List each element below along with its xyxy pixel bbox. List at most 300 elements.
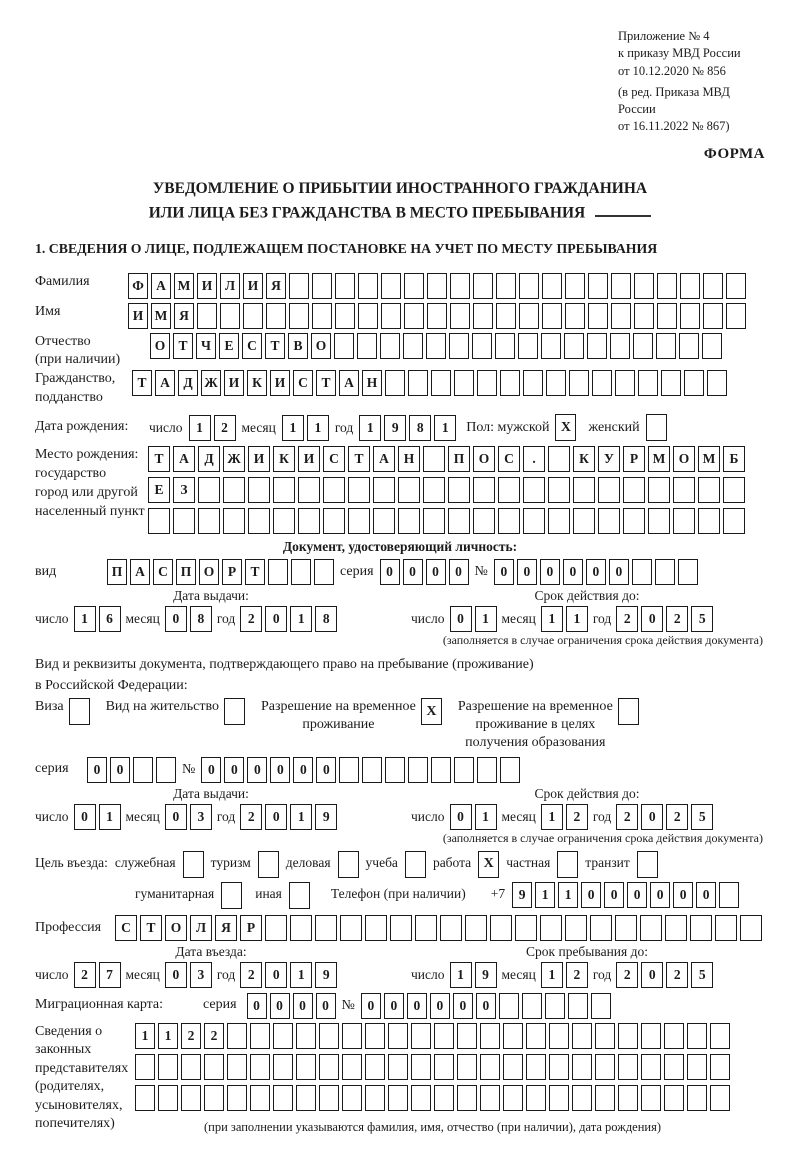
char-cell[interactable]: Ч [196, 333, 216, 359]
char-cell[interactable]: О [150, 333, 170, 359]
char-cell[interactable]: 0 [403, 559, 423, 585]
char-cell[interactable]: 0 [450, 606, 472, 632]
char-cell[interactable] [542, 273, 562, 299]
identity-expiry-day-cells[interactable] [450, 606, 497, 632]
char-cell[interactable]: 2 [240, 804, 262, 830]
char-cell[interactable] [440, 915, 462, 941]
char-cell[interactable] [498, 477, 520, 503]
char-cell[interactable]: 1 [74, 606, 96, 632]
char-cell[interactable]: 1 [290, 804, 312, 830]
char-cell[interactable] [526, 1054, 546, 1080]
char-cell[interactable] [335, 303, 355, 329]
char-cell[interactable]: 1 [282, 415, 304, 441]
birth-year-cells[interactable] [359, 415, 456, 441]
char-cell[interactable]: 0 [270, 993, 290, 1019]
char-cell[interactable]: 0 [380, 559, 400, 585]
residence-expiry-year-cells[interactable] [616, 804, 713, 830]
char-cell[interactable]: 0 [265, 804, 287, 830]
char-cell[interactable]: 1 [541, 804, 563, 830]
char-cell[interactable] [595, 1023, 615, 1049]
char-cell[interactable] [289, 273, 309, 299]
char-cell[interactable]: Ф [128, 273, 148, 299]
char-cell[interactable] [457, 1023, 477, 1049]
char-cell[interactable] [473, 273, 493, 299]
char-cell[interactable]: Т [148, 446, 170, 472]
char-cell[interactable] [273, 477, 295, 503]
char-cell[interactable] [426, 333, 446, 359]
phone-cells[interactable] [512, 882, 739, 908]
char-cell[interactable]: 0 [450, 804, 472, 830]
char-cell[interactable] [319, 1023, 339, 1049]
char-cell[interactable]: 0 [110, 757, 130, 783]
char-cell[interactable] [357, 333, 377, 359]
char-cell[interactable]: И [248, 446, 270, 472]
char-cell[interactable]: 2 [214, 415, 236, 441]
char-cell[interactable] [148, 508, 170, 534]
char-cell[interactable] [204, 1085, 224, 1111]
char-cell[interactable] [618, 1054, 638, 1080]
char-cell[interactable]: 0 [673, 882, 693, 908]
char-cell[interactable] [427, 303, 447, 329]
char-cell[interactable] [473, 508, 495, 534]
char-cell[interactable] [549, 1054, 569, 1080]
char-cell[interactable]: 1 [566, 606, 588, 632]
char-cell[interactable] [404, 273, 424, 299]
char-cell[interactable] [312, 303, 332, 329]
char-cell[interactable] [633, 333, 653, 359]
char-cell[interactable] [250, 1023, 270, 1049]
char-cell[interactable] [473, 477, 495, 503]
char-cell[interactable] [588, 303, 608, 329]
char-cell[interactable] [223, 477, 245, 503]
rvp-checkbox[interactable]: X [421, 698, 442, 725]
char-cell[interactable] [388, 1054, 408, 1080]
char-cell[interactable] [588, 273, 608, 299]
char-cell[interactable]: 0 [316, 993, 336, 1019]
char-cell[interactable] [710, 1054, 730, 1080]
char-cell[interactable]: А [373, 446, 395, 472]
char-cell[interactable] [385, 370, 405, 396]
char-cell[interactable]: 0 [293, 757, 313, 783]
char-cell[interactable] [565, 273, 585, 299]
char-cell[interactable] [615, 915, 637, 941]
identity-issue-month-cells[interactable] [165, 606, 212, 632]
char-cell[interactable] [388, 1085, 408, 1111]
char-cell[interactable]: Р [240, 915, 262, 941]
char-cell[interactable]: 0 [293, 993, 313, 1019]
char-cell[interactable]: 0 [430, 993, 450, 1019]
char-cell[interactable] [632, 559, 652, 585]
char-cell[interactable]: 0 [517, 559, 537, 585]
char-cell[interactable]: А [155, 370, 175, 396]
char-cell[interactable] [634, 303, 654, 329]
identity-expiry-month-cells[interactable] [541, 606, 588, 632]
char-cell[interactable]: . [523, 446, 545, 472]
char-cell[interactable]: И [197, 273, 217, 299]
char-cell[interactable]: 1 [475, 606, 497, 632]
purpose-humanitarian-checkbox[interactable] [221, 882, 242, 909]
char-cell[interactable]: Т [173, 333, 193, 359]
char-cell[interactable]: 3 [190, 804, 212, 830]
char-cell[interactable] [500, 757, 520, 783]
char-cell[interactable]: О [673, 446, 695, 472]
char-cell[interactable] [365, 915, 387, 941]
char-cell[interactable] [314, 559, 334, 585]
char-cell[interactable]: 3 [190, 962, 212, 988]
char-cell[interactable] [710, 1085, 730, 1111]
char-cell[interactable] [365, 1054, 385, 1080]
char-cell[interactable] [434, 1023, 454, 1049]
purpose-private-checkbox[interactable] [557, 851, 578, 878]
char-cell[interactable]: У [598, 446, 620, 472]
char-cell[interactable] [496, 303, 516, 329]
char-cell[interactable]: Д [198, 446, 220, 472]
char-cell[interactable] [423, 508, 445, 534]
char-cell[interactable]: Н [362, 370, 382, 396]
char-cell[interactable] [498, 508, 520, 534]
char-cell[interactable] [358, 303, 378, 329]
purpose-tourism-checkbox[interactable] [258, 851, 279, 878]
char-cell[interactable] [408, 370, 428, 396]
stay-month-cells[interactable] [541, 962, 588, 988]
char-cell[interactable] [390, 915, 412, 941]
char-cell[interactable]: Р [222, 559, 242, 585]
char-cell[interactable] [273, 508, 295, 534]
char-cell[interactable]: 0 [165, 804, 187, 830]
char-cell[interactable] [323, 477, 345, 503]
char-cell[interactable] [715, 915, 737, 941]
char-cell[interactable] [623, 508, 645, 534]
char-cell[interactable] [273, 1085, 293, 1111]
char-cell[interactable] [448, 477, 470, 503]
legal-reps-cells-row3[interactable] [135, 1085, 730, 1111]
char-cell[interactable] [719, 882, 739, 908]
char-cell[interactable] [591, 993, 611, 1019]
char-cell[interactable] [565, 915, 587, 941]
char-cell[interactable] [515, 915, 537, 941]
char-cell[interactable] [289, 303, 309, 329]
char-cell[interactable]: Т [132, 370, 152, 396]
char-cell[interactable]: 0 [627, 882, 647, 908]
char-cell[interactable]: З [173, 477, 195, 503]
char-cell[interactable] [448, 508, 470, 534]
char-cell[interactable] [273, 1023, 293, 1049]
char-cell[interactable]: Я [215, 915, 237, 941]
char-cell[interactable]: Б [723, 446, 745, 472]
char-cell[interactable]: Р [623, 446, 645, 472]
char-cell[interactable]: 0 [247, 993, 267, 1019]
entry-month-cells[interactable] [165, 962, 212, 988]
char-cell[interactable] [431, 757, 451, 783]
char-cell[interactable] [598, 477, 620, 503]
char-cell[interactable] [449, 333, 469, 359]
char-cell[interactable] [618, 1085, 638, 1111]
char-cell[interactable] [503, 1054, 523, 1080]
purpose-study-checkbox[interactable] [405, 851, 426, 878]
char-cell[interactable] [615, 370, 635, 396]
purpose-business-checkbox[interactable] [338, 851, 359, 878]
char-cell[interactable] [519, 273, 539, 299]
char-cell[interactable] [710, 1023, 730, 1049]
char-cell[interactable] [665, 915, 687, 941]
char-cell[interactable] [403, 333, 423, 359]
char-cell[interactable] [648, 508, 670, 534]
char-cell[interactable] [243, 303, 263, 329]
char-cell[interactable] [638, 370, 658, 396]
char-cell[interactable] [477, 370, 497, 396]
char-cell[interactable]: 1 [99, 804, 121, 830]
char-cell[interactable] [640, 915, 662, 941]
char-cell[interactable]: 0 [641, 606, 663, 632]
char-cell[interactable] [698, 477, 720, 503]
char-cell[interactable]: М [151, 303, 171, 329]
char-cell[interactable] [290, 915, 312, 941]
char-cell[interactable]: 0 [494, 559, 514, 585]
char-cell[interactable] [434, 1085, 454, 1111]
char-cell[interactable] [569, 370, 589, 396]
char-cell[interactable]: 1 [558, 882, 578, 908]
legal-reps-cells-row1[interactable] [135, 1023, 730, 1049]
char-cell[interactable]: С [498, 446, 520, 472]
char-cell[interactable] [296, 1023, 316, 1049]
stay-year-cells[interactable] [616, 962, 713, 988]
char-cell[interactable] [690, 915, 712, 941]
char-cell[interactable] [296, 1054, 316, 1080]
rvp-education-checkbox[interactable] [618, 698, 639, 725]
char-cell[interactable]: 2 [616, 606, 638, 632]
char-cell[interactable]: К [273, 446, 295, 472]
char-cell[interactable]: 0 [165, 962, 187, 988]
char-cell[interactable] [673, 477, 695, 503]
char-cell[interactable] [523, 477, 545, 503]
char-cell[interactable] [204, 1054, 224, 1080]
char-cell[interactable] [404, 303, 424, 329]
char-cell[interactable] [740, 915, 762, 941]
char-cell[interactable] [495, 333, 515, 359]
birth-place-cells-row1[interactable] [148, 446, 745, 472]
char-cell[interactable] [687, 1023, 707, 1049]
char-cell[interactable]: 1 [290, 606, 312, 632]
char-cell[interactable]: О [199, 559, 219, 585]
char-cell[interactable] [545, 993, 565, 1019]
doc-type-cells[interactable] [107, 559, 334, 585]
char-cell[interactable]: Т [245, 559, 265, 585]
char-cell[interactable] [723, 508, 745, 534]
char-cell[interactable] [415, 915, 437, 941]
char-cell[interactable]: 2 [74, 962, 96, 988]
char-cell[interactable]: О [165, 915, 187, 941]
residence-series-cells[interactable] [87, 757, 176, 783]
char-cell[interactable] [427, 273, 447, 299]
entry-day-cells[interactable] [74, 962, 121, 988]
char-cell[interactable] [526, 1085, 546, 1111]
char-cell[interactable] [381, 303, 401, 329]
residence-permit-checkbox[interactable] [224, 698, 245, 725]
char-cell[interactable]: И [224, 370, 244, 396]
char-cell[interactable]: 8 [409, 415, 431, 441]
char-cell[interactable] [496, 273, 516, 299]
char-cell[interactable] [549, 1023, 569, 1049]
char-cell[interactable]: 1 [189, 415, 211, 441]
char-cell[interactable]: Я [266, 273, 286, 299]
purpose-work-checkbox[interactable]: X [478, 851, 499, 878]
char-cell[interactable] [499, 993, 519, 1019]
char-cell[interactable]: Н [398, 446, 420, 472]
char-cell[interactable] [595, 1054, 615, 1080]
visa-checkbox[interactable] [69, 698, 90, 725]
char-cell[interactable]: С [293, 370, 313, 396]
char-cell[interactable] [315, 915, 337, 941]
char-cell[interactable]: В [288, 333, 308, 359]
char-cell[interactable]: 0 [224, 757, 244, 783]
char-cell[interactable] [522, 993, 542, 1019]
char-cell[interactable] [457, 1054, 477, 1080]
char-cell[interactable]: Я [174, 303, 194, 329]
char-cell[interactable] [680, 303, 700, 329]
char-cell[interactable] [365, 1023, 385, 1049]
char-cell[interactable] [334, 333, 354, 359]
char-cell[interactable]: 0 [201, 757, 221, 783]
char-cell[interactable] [335, 273, 355, 299]
char-cell[interactable]: 9 [475, 962, 497, 988]
char-cell[interactable] [573, 508, 595, 534]
char-cell[interactable]: П [176, 559, 196, 585]
char-cell[interactable]: 7 [99, 962, 121, 988]
char-cell[interactable] [707, 370, 727, 396]
char-cell[interactable]: Т [140, 915, 162, 941]
char-cell[interactable]: 9 [384, 415, 406, 441]
char-cell[interactable] [565, 303, 585, 329]
char-cell[interactable] [480, 1085, 500, 1111]
char-cell[interactable] [523, 370, 543, 396]
char-cell[interactable]: И [243, 273, 263, 299]
char-cell[interactable] [319, 1054, 339, 1080]
stay-day-cells[interactable] [450, 962, 497, 988]
char-cell[interactable] [181, 1085, 201, 1111]
char-cell[interactable]: Т [265, 333, 285, 359]
char-cell[interactable] [365, 1085, 385, 1111]
char-cell[interactable]: 0 [247, 757, 267, 783]
char-cell[interactable] [477, 757, 497, 783]
char-cell[interactable]: И [298, 446, 320, 472]
char-cell[interactable]: Е [219, 333, 239, 359]
residence-expiry-month-cells[interactable] [541, 804, 588, 830]
entry-year-cells[interactable] [240, 962, 337, 988]
char-cell[interactable] [641, 1085, 661, 1111]
char-cell[interactable] [540, 915, 562, 941]
char-cell[interactable] [655, 559, 675, 585]
char-cell[interactable]: С [153, 559, 173, 585]
char-cell[interactable] [702, 333, 722, 359]
char-cell[interactable]: 0 [270, 757, 290, 783]
char-cell[interactable] [587, 333, 607, 359]
char-cell[interactable]: 1 [450, 962, 472, 988]
profession-cells[interactable] [115, 915, 762, 941]
char-cell[interactable]: 0 [641, 804, 663, 830]
legal-reps-cells-row2[interactable] [135, 1054, 730, 1080]
purpose-other-checkbox[interactable] [289, 882, 310, 909]
char-cell[interactable] [648, 477, 670, 503]
char-cell[interactable] [373, 477, 395, 503]
char-cell[interactable] [684, 370, 704, 396]
char-cell[interactable] [223, 508, 245, 534]
char-cell[interactable] [568, 993, 588, 1019]
char-cell[interactable]: 0 [265, 962, 287, 988]
char-cell[interactable] [373, 508, 395, 534]
char-cell[interactable]: 2 [616, 962, 638, 988]
purpose-transit-checkbox[interactable] [637, 851, 658, 878]
char-cell[interactable] [248, 477, 270, 503]
char-cell[interactable] [572, 1054, 592, 1080]
char-cell[interactable]: 1 [290, 962, 312, 988]
char-cell[interactable]: 0 [384, 993, 404, 1019]
char-cell[interactable] [312, 273, 332, 299]
char-cell[interactable]: 0 [604, 882, 624, 908]
char-cell[interactable]: 2 [566, 804, 588, 830]
char-cell[interactable]: 2 [204, 1023, 224, 1049]
char-cell[interactable] [388, 1023, 408, 1049]
char-cell[interactable]: 2 [666, 804, 688, 830]
char-cell[interactable] [680, 273, 700, 299]
char-cell[interactable] [342, 1085, 362, 1111]
char-cell[interactable]: 1 [158, 1023, 178, 1049]
char-cell[interactable] [480, 1054, 500, 1080]
char-cell[interactable] [158, 1054, 178, 1080]
char-cell[interactable] [457, 1085, 477, 1111]
char-cell[interactable] [503, 1085, 523, 1111]
char-cell[interactable] [661, 370, 681, 396]
char-cell[interactable] [156, 757, 176, 783]
char-cell[interactable]: 2 [566, 962, 588, 988]
char-cell[interactable]: 2 [240, 962, 262, 988]
char-cell[interactable] [298, 508, 320, 534]
char-cell[interactable] [465, 915, 487, 941]
char-cell[interactable]: 0 [265, 606, 287, 632]
char-cell[interactable]: П [448, 446, 470, 472]
char-cell[interactable] [657, 273, 677, 299]
char-cell[interactable]: 2 [666, 962, 688, 988]
purpose-official-checkbox[interactable] [183, 851, 204, 878]
char-cell[interactable]: 0 [586, 559, 606, 585]
char-cell[interactable] [454, 757, 474, 783]
char-cell[interactable] [592, 370, 612, 396]
char-cell[interactable]: Т [316, 370, 336, 396]
char-cell[interactable] [500, 370, 520, 396]
char-cell[interactable] [673, 508, 695, 534]
char-cell[interactable] [296, 1085, 316, 1111]
char-cell[interactable] [398, 477, 420, 503]
char-cell[interactable] [431, 370, 451, 396]
char-cell[interactable]: 2 [240, 606, 262, 632]
char-cell[interactable]: 0 [641, 962, 663, 988]
char-cell[interactable] [250, 1054, 270, 1080]
char-cell[interactable]: К [573, 446, 595, 472]
char-cell[interactable] [518, 333, 538, 359]
char-cell[interactable]: 5 [691, 804, 713, 830]
citizenship-cells[interactable] [132, 370, 727, 396]
char-cell[interactable] [198, 477, 220, 503]
surname-cells[interactable] [128, 273, 746, 299]
char-cell[interactable]: М [174, 273, 194, 299]
residence-number-cells[interactable] [201, 757, 520, 783]
char-cell[interactable] [265, 915, 287, 941]
char-cell[interactable] [411, 1085, 431, 1111]
char-cell[interactable] [687, 1054, 707, 1080]
char-cell[interactable]: 9 [315, 962, 337, 988]
char-cell[interactable] [411, 1023, 431, 1049]
char-cell[interactable] [726, 273, 746, 299]
char-cell[interactable] [598, 508, 620, 534]
